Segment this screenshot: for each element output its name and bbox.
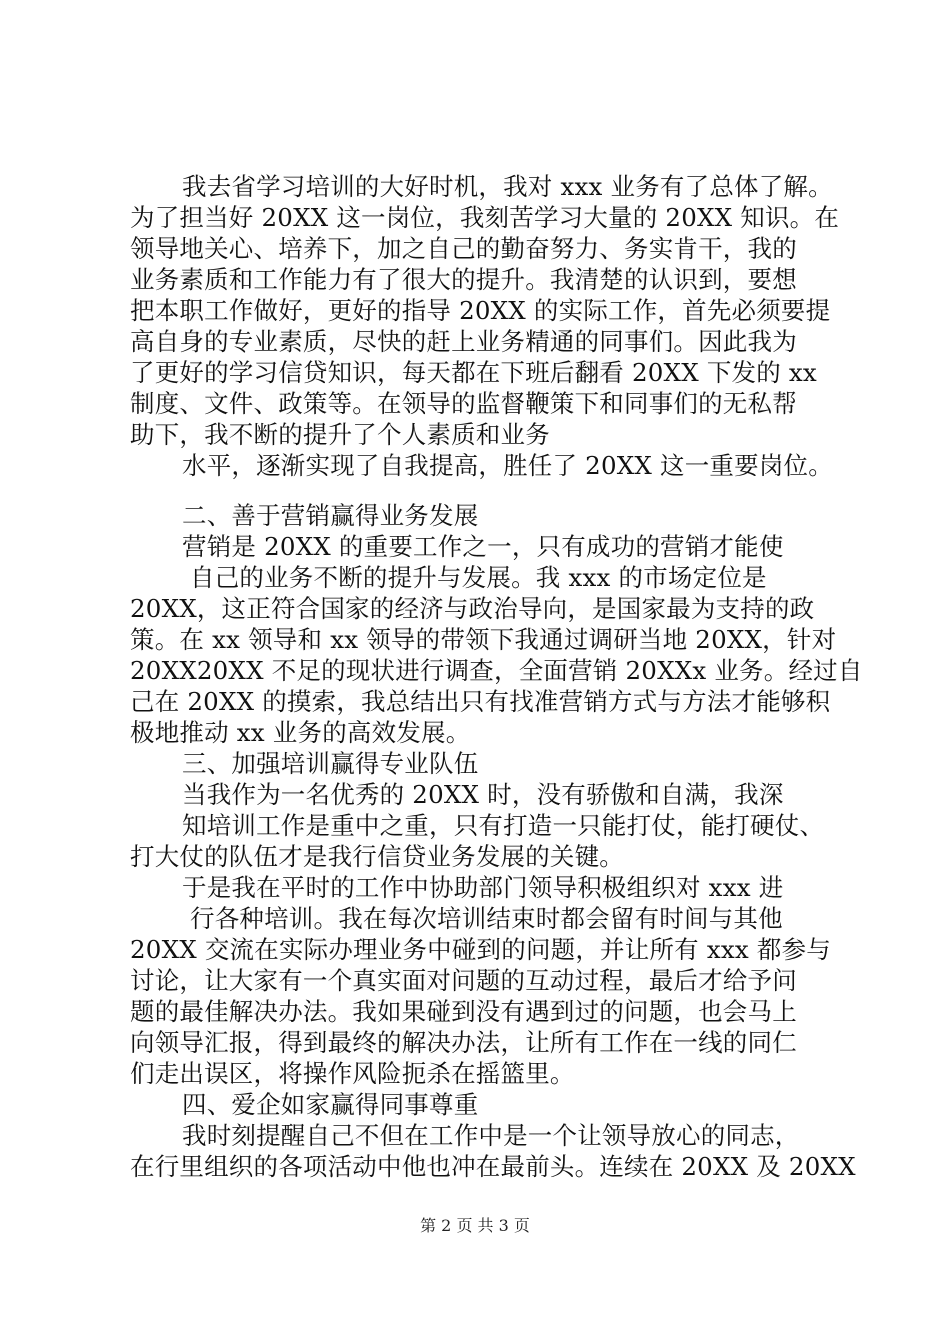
text-line-18: 极地推动 xx 业务的高效发展。	[130, 718, 471, 748]
text-line-21: 知培训工作是重中之重，只有打造一只能打仗，能打硬仗、	[182, 811, 825, 841]
section-heading-3: 三、加强培训赢得专业队伍	[182, 749, 479, 779]
page-number-footer: 第 2 页 共 3 页	[420, 1216, 530, 1235]
text-line-5: 把本职工作做好，更好的指导 20XX 的实际工作，首先必须要提	[130, 295, 831, 325]
text-line-31: 我时刻提醒自己不但在工作中是一个让领导放心的同志，	[182, 1121, 800, 1150]
text-line-3: 领导地关心、培养下，加之自己的勤奋努力、务实肯干，我的	[130, 233, 797, 263]
text-line-26: 讨论，让大家有一个真实面对问题的互动过程，最后才给予问	[130, 966, 797, 996]
text-line-25: 20XX 交流在实际办理业务中碰到的问题，并让所有 xxx 都参与	[130, 935, 831, 965]
text-line-29: 们走出误区，将操作风险扼杀在摇篮里。	[130, 1059, 575, 1088]
text-line-17: 己在 20XX 的摸索，我总结出只有找准营销方式与方法才能够积	[130, 687, 831, 717]
text-line-12: 营销是 20XX 的重要工作之一，只有成功的营销才能使	[182, 532, 784, 562]
text-line-7: 了更好的学习信贷知识，每天都在下班后翻看 20XX 下发的 xx	[130, 357, 817, 387]
text-line-1: 我去省学习培训的大好时机，我对 xxx 业务有了总体了解。	[182, 172, 833, 201]
text-line-14: 20XX，这正符合国家的经济与政治导向，是国家最为支持的政	[130, 594, 815, 624]
text-line-15: 策。在 xx 领导和 xx 领导的带领下我通过调研当地 20XX，针对	[130, 625, 837, 655]
text-line-23: 于是我在平时的工作中协助部门领导积极组织对 xxx 进	[182, 873, 784, 903]
section-heading-4: 四、爱企如家赢得同事尊重	[182, 1090, 479, 1119]
text-line-9: 助下，我不断的提升了个人素质和业务	[130, 419, 550, 449]
text-line-24: 行各种培训。我在每次培训结束时都会留有时间与其他	[190, 904, 783, 934]
text-line-13: 自己的业务不断的提升与发展。我 xxx 的市场定位是	[190, 563, 767, 593]
text-line-22: 打大仗的队伍才是我行信贷业务发展的关键。	[130, 842, 624, 872]
text-line-27: 题的最佳解决办法。我如果碰到没有遇到过的问题，也会马上	[130, 997, 797, 1027]
text-line-32: 在行里组织的各项活动中他也冲在最前头。连续在 20XX 及 20XX	[130, 1152, 856, 1181]
section-heading-2: 二、善于营销赢得业务发展	[182, 501, 479, 531]
text-line-10: 水平，逐渐实现了自我提高，胜任了 20XX 这一重要岗位。	[182, 450, 833, 480]
text-line-6: 高自身的专业素质，尽快的赶上业务精通的同事们。因此我为	[130, 326, 797, 356]
text-line-28: 向领导汇报，得到最终的解决办法，让所有工作在一线的同仁	[130, 1028, 797, 1058]
text-line-16: 20XX20XX 不足的现状进行调查，全面营销 20XXx 业务。经过自	[130, 656, 863, 686]
text-line-8: 制度、文件、政策等。在领导的监督鞭策下和同事们的无私帮	[130, 388, 797, 418]
text-line-4: 业务素质和工作能力有了很大的提升。我清楚的认识到，要想	[130, 264, 797, 294]
text-line-2: 为了担当好 20XX 这一岗位，我刻苦学习大量的 20XX 知识。在	[130, 202, 840, 232]
text-line-20: 当我作为一名优秀的 20XX 时，没有骄傲和自满，我深	[182, 780, 784, 810]
